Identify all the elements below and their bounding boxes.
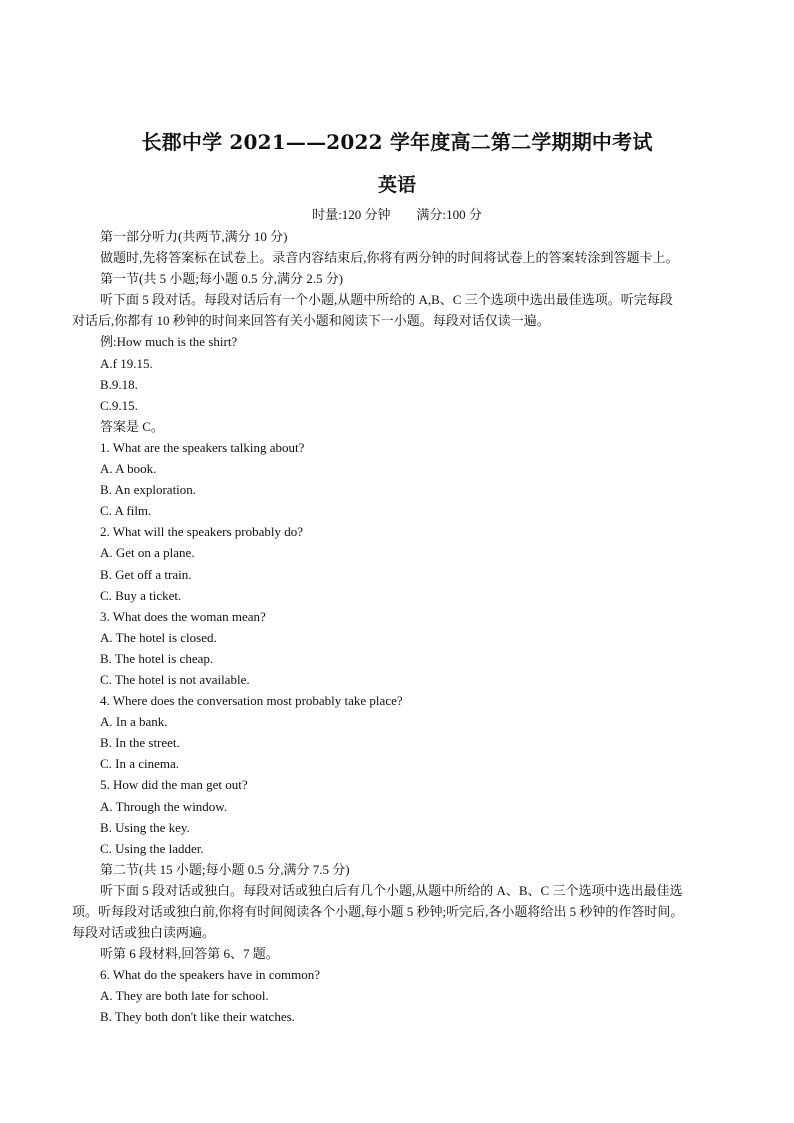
option: C. Using the ladder. — [100, 840, 204, 856]
option: B.9.18. — [100, 376, 138, 392]
option: A. Through the window. — [100, 798, 228, 814]
material-note: 听第 6 段材料,回答第 6、7 题。 — [100, 946, 279, 962]
section-heading: 第一部分听力(共两节,满分 10 分) — [100, 229, 288, 244]
subject-title: 英语 — [377, 174, 416, 196]
question: 3. What does the woman mean? — [100, 608, 266, 624]
option: B. The hotel is cheap. — [100, 650, 214, 666]
question: 5. How did the man get out? — [100, 777, 248, 793]
option: C. Buy a ticket. — [100, 587, 182, 603]
section-heading: 第一节(共 5 小题;每小题 0.5 分,满分 2.5 分) — [100, 271, 344, 287]
option: B. Get off a train. — [100, 566, 192, 582]
example-question: 例:How much is the shirt? — [100, 334, 238, 350]
exam-body — [72, 226, 724, 1028]
option: B. They both don't like their watches. — [100, 1009, 295, 1025]
question: 6. What do the speakers have in common? — [100, 967, 320, 983]
option: A. The hotel is closed. — [100, 629, 217, 645]
option: A. Get on a plane. — [100, 545, 195, 561]
option: A. In a bank. — [100, 714, 168, 730]
option: B. In the street. — [100, 735, 180, 751]
instruction: 项。听每段对话或独白前,你将有时间阅读各个小题,每小题 5 秒钟;听完后,各小题将给出 5 秒钟的作答时间。 — [72, 904, 684, 919]
option: B. Using the key. — [100, 819, 190, 835]
instruction: 做题时,先将答案标在试卷上。录音内容结束后,你将有两分钟的时间将试卷上的答案转涂到答题卡上。 — [100, 250, 679, 266]
exam-title: 长郡中学 2021——2022 学年度高二第二学期期中考试 — [141, 130, 653, 154]
option: A. A book. — [100, 461, 157, 477]
question: 1. What are the speakers talking about? — [100, 439, 305, 455]
option: A. They are both late for school. — [100, 988, 269, 1004]
time-limit: 时量:120 分钟 — [312, 207, 391, 222]
instruction: 听下面 5 段对话或独白。每段对话或独白后有几个小题,从题中所给的 A、B、C 三个选项中选出最佳选 — [100, 882, 683, 898]
option: C. A film. — [100, 503, 152, 519]
example-answer: 答案是 C。 — [100, 418, 164, 434]
instruction: 听下面 5 段对话。每段对话后有一个小题,从题中所给的 A,B、C 三个选项中选出最佳选项。听完每段 — [100, 292, 673, 308]
question: 2. What will the speakers probably do? — [100, 524, 304, 540]
instruction: 对话后,你都有 10 秒钟的时间来回答有关小题和阅读下一小题。每段对话仅读一遍。 — [72, 313, 550, 329]
exam-meta — [0, 204, 794, 223]
option: C. In a cinema. — [100, 756, 180, 772]
option: C.9.15. — [100, 397, 138, 413]
option: B. An exploration. — [100, 482, 197, 498]
option: A.f 19.15. — [100, 355, 153, 371]
question: 4. Where does the conversation most probably take place? — [100, 693, 403, 709]
instruction: 每段对话或独白读两遍。 — [72, 925, 216, 941]
section-heading: 第二节(共 15 小题;每小题 0.5 分,满分 7.5 分) — [100, 861, 350, 877]
full-score: 满分:100 分 — [416, 207, 482, 222]
option: C. The hotel is not available. — [100, 671, 250, 687]
